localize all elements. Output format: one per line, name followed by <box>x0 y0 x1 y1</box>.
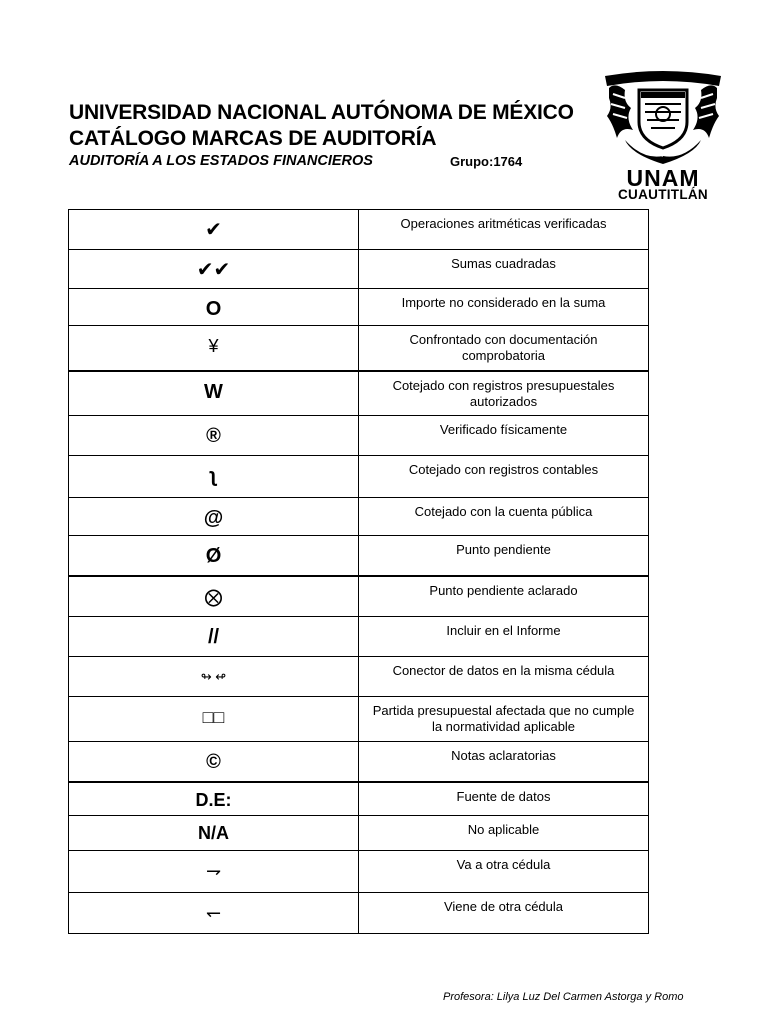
professor-signature: Profesora: Lilya Luz Del Carmen Astorga y Romo <box>443 991 684 1003</box>
mark-symbol-cell <box>69 782 359 816</box>
mark-symbol-cell <box>69 893 359 934</box>
mark-description-cell <box>359 498 649 536</box>
mark-symbol-cell <box>69 289 359 326</box>
table-row <box>69 536 649 576</box>
table-row <box>69 893 649 934</box>
mark-symbol: ✔ <box>205 219 222 241</box>
mark-description-cell <box>359 210 649 250</box>
table-row <box>69 657 649 697</box>
mark-description-cell <box>359 536 649 576</box>
mark-symbol: □□ <box>202 707 225 727</box>
mark-symbol-cell <box>69 498 359 536</box>
subtitle: AUDITORÍA A LOS ESTADOS FINANCIEROS <box>69 153 373 169</box>
mark-symbol: N/A <box>198 823 229 843</box>
table-row <box>69 416 649 456</box>
mark-symbol-cell <box>69 326 359 371</box>
mark-symbol-cell <box>69 851 359 893</box>
document-header <box>69 100 589 173</box>
mark-symbol: ✔✔ <box>196 259 231 281</box>
mark-symbol: W <box>204 380 223 403</box>
mark-symbol-cell <box>69 250 359 289</box>
table-row <box>69 289 649 326</box>
table-row <box>69 576 649 617</box>
mark-symbol: ⇁ <box>205 861 222 881</box>
mark-description-cell <box>359 371 649 416</box>
table-row <box>69 250 649 289</box>
audit-marks-table <box>68 209 649 934</box>
subtitle-line <box>69 153 589 173</box>
table-row <box>69 816 649 851</box>
mark-description: Cotejado con la cuenta pública <box>414 504 593 519</box>
mark-description: Notas aclaratorias <box>451 748 556 763</box>
mark-symbol: // <box>207 626 220 648</box>
mark-symbol-cell <box>69 456 359 498</box>
mark-description-cell <box>359 617 649 657</box>
mark-description-cell <box>359 416 649 456</box>
group-info <box>450 154 522 169</box>
table-row <box>69 851 649 893</box>
table-row <box>69 697 649 742</box>
mark-description-cell <box>359 456 649 498</box>
mark-description: Conector de datos en la misma cédula <box>392 663 615 678</box>
mark-description: Cotejado con registros contables <box>408 462 599 477</box>
catalog-title: CATÁLOGO MARCAS DE AUDITORÍA <box>69 127 437 150</box>
mark-symbol: ® <box>206 425 221 447</box>
mark-description: No aplicable <box>467 822 540 837</box>
mark-description: Punto pendiente <box>456 542 551 557</box>
mark-symbol-cell <box>69 617 359 657</box>
mark-symbol: © <box>206 751 221 773</box>
mark-description: Punto pendiente aclarado <box>429 582 578 598</box>
mark-symbol: @ <box>203 507 224 529</box>
mark-description: Va a otra cédula <box>456 857 551 872</box>
mark-description-cell <box>359 816 649 851</box>
mark-description: Cotejado con registros presupuestales autorizados <box>392 377 615 409</box>
mark-symbol-cell <box>69 416 359 456</box>
table-row <box>69 782 649 816</box>
mark-symbol: ⨂ <box>204 586 223 607</box>
mark-symbol: D.E: <box>195 789 232 810</box>
mark-symbol: ʅ <box>210 465 217 487</box>
mark-description: Confrontado con documentación comprobatoria <box>409 332 598 363</box>
mark-description: Sumas cuadradas <box>451 256 556 271</box>
mark-description: Partida presupuestal afectada que no cumple la normatividad aplicable <box>372 703 635 734</box>
mark-description-cell <box>359 851 649 893</box>
mark-description: Verificado físicamente <box>439 422 568 437</box>
unam-shield-icon <box>603 68 723 168</box>
mark-description-cell <box>359 289 649 326</box>
table-row <box>69 456 649 498</box>
table-row <box>69 210 649 250</box>
mark-symbol-cell <box>69 210 359 250</box>
mark-symbol: ↽ <box>205 903 222 923</box>
mark-symbol-cell <box>69 371 359 416</box>
mark-description-cell <box>359 250 649 289</box>
unam-logo <box>603 68 723 204</box>
logo-campus-text: CUAUTITLÁN <box>618 187 708 202</box>
mark-symbol: O <box>205 298 222 320</box>
mark-symbol-cell <box>69 742 359 782</box>
mark-description: Operaciones aritméticas verificadas <box>400 216 607 231</box>
mark-description: Fuente de datos <box>456 788 551 804</box>
table-row <box>69 742 649 782</box>
mark-symbol: ↬ ↫ <box>200 669 227 684</box>
table-row <box>69 498 649 536</box>
mark-description-cell <box>359 742 649 782</box>
table-row <box>69 326 649 371</box>
mark-description: Incluir en el Informe <box>446 623 561 638</box>
mark-symbol: Ø <box>205 545 222 567</box>
group-value: 1764 <box>493 154 523 169</box>
mark-symbol-cell <box>69 536 359 576</box>
mark-symbol-cell <box>69 697 359 742</box>
mark-description: Importe no considerado en la suma <box>401 295 606 310</box>
mark-description-cell <box>359 893 649 934</box>
mark-description-cell <box>359 576 649 617</box>
mark-symbol-cell <box>69 657 359 697</box>
table-row <box>69 617 649 657</box>
table-row <box>69 371 649 416</box>
mark-description: Viene de otra cédula <box>443 899 564 914</box>
group-label: Grupo: <box>450 154 494 169</box>
mark-symbol-cell <box>69 816 359 851</box>
mark-symbol: ¥ <box>208 336 219 356</box>
mark-description-cell <box>359 657 649 697</box>
mark-description-cell <box>359 782 649 816</box>
university-title: UNIVERSIDAD NACIONAL AUTÓNOMA DE MÉXICO <box>69 101 574 124</box>
mark-description-cell <box>359 697 649 742</box>
logo-unam-text: UNAM <box>626 165 700 191</box>
mark-symbol-cell <box>69 576 359 617</box>
mark-description-cell <box>359 326 649 371</box>
